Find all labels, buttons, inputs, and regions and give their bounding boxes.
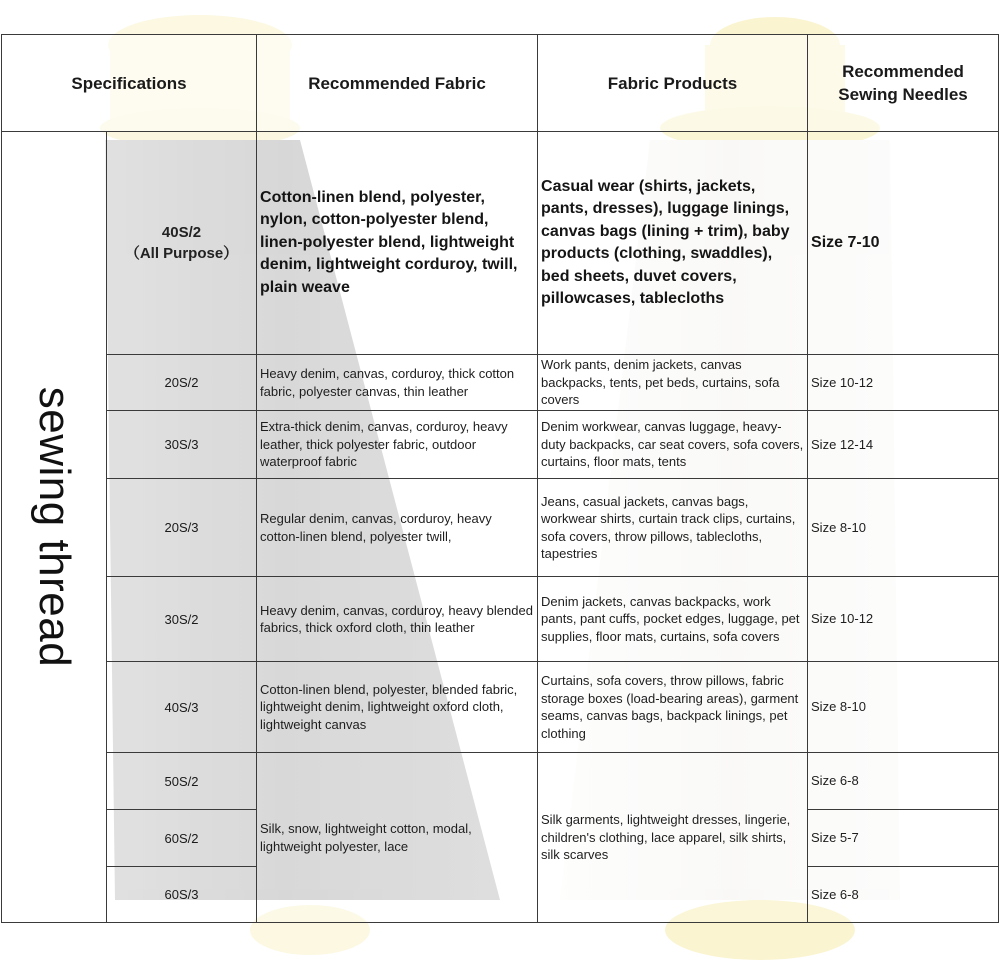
table-row (2, 355, 999, 411)
spec-cell: 40S/3 (107, 662, 257, 753)
fabric-cell: Extra-thick denim, canvas, corduroy, heavy leather, thick polyester fabric, outdoor waterproof fabric (257, 411, 538, 479)
needle-cell: Size 8-10 (808, 662, 999, 753)
fabric-cell: Cotton-linen blend, polyester, blended fabric, lightweight denim, lightweight oxford cloth, lightweight canvas (257, 662, 538, 753)
category-label: sewing thread (30, 386, 79, 668)
table-row (2, 132, 999, 355)
fabric-cell: Regular denim, canvas, corduroy, heavy cotton-linen blend, polyester twill, (257, 479, 538, 577)
spec-cell: 30S/3 (107, 411, 257, 479)
header-recommended-needles (808, 35, 999, 132)
products-cell: Jeans, casual jackets, canvas bags, workwear shirts, curtain track clips, curtains, sofa covers, throw pillows, tablecloths, tapestries (538, 479, 808, 577)
products-cell: Denim jackets, canvas backpacks, work pants, pant cuffs, pocket edges, luggage, pet supplies, floor mats, curtains, sofa covers (538, 577, 808, 662)
spec-cell: 20S/3 (107, 479, 257, 577)
needle-cell: Size 5-7 (808, 810, 999, 867)
products-cell: Casual wear (shirts, jackets, pants, dresses), luggage linings, canvas bags (lining + trim), baby products (clothing, swaddles), bed sheets, duvet covers, pillowcases, tablecloths (538, 132, 808, 355)
products-cell: Curtains, sofa covers, throw pillows, fabric storage boxes (load-bearing areas), garment seams, canvas bags, backpack linings, pet clothing (538, 662, 808, 753)
products-cell: Denim workwear, canvas luggage, heavy-duty backpacks, car seat covers, sofa covers, curtains, floor mats, tents (538, 411, 808, 479)
needle-cell: Size 10-12 (808, 577, 999, 662)
table-row (2, 662, 999, 753)
needle-cell: Size 6-8 (808, 753, 999, 810)
spec-subtitle: （All Purpose） (124, 245, 239, 262)
header-row (2, 35, 999, 132)
products-cell: Silk garments, lightweight dresses, lingerie, children's clothing, lace apparel, silk shirts, silk scarves (538, 753, 808, 923)
needle-cell: Size 8-10 (808, 479, 999, 577)
spec-cell: 60S/2 (107, 810, 257, 867)
category-label-cell (2, 132, 107, 923)
header-fabric-products: Fabric Products (538, 35, 808, 132)
products-cell: Work pants, denim jackets, canvas backpacks, tents, pet beds, curtains, sofa covers (538, 355, 808, 411)
needle-cell: Size 6-8 (808, 867, 999, 923)
spec-cell: 30S/2 (107, 577, 257, 662)
needle-cell: Size 12-14 (808, 411, 999, 479)
needle-cell: Size 7-10 (808, 132, 999, 355)
table-row (2, 577, 999, 662)
fabric-cell: Heavy denim, canvas, corduroy, heavy blended fabrics, thick oxford cloth, thin leather (257, 577, 538, 662)
table-row (2, 753, 999, 810)
needle-cell: Size 10-12 (808, 355, 999, 411)
spec-cell: 60S/3 (107, 867, 257, 923)
sewing-thread-spec-table (1, 34, 999, 923)
header-recommended-fabric: Recommended Fabric (257, 35, 538, 132)
spec-cell: 20S/2 (107, 355, 257, 411)
header-needles-label: Recommended Sewing Needles (838, 62, 968, 104)
table-row (2, 479, 999, 577)
fabric-cell: Silk, snow, lightweight cotton, modal, lightweight polyester, lace (257, 753, 538, 923)
fabric-cell: Heavy denim, canvas, corduroy, thick cotton fabric, polyester canvas, thin leather (257, 355, 538, 411)
fabric-cell: Cotton-linen blend, polyester, nylon, cotton-polyester blend, linen-polyester blend, lightweight denim, lightweight corduroy, twill, plain weave (257, 132, 538, 355)
header-specifications: Specifications (2, 35, 257, 132)
table-row (2, 411, 999, 479)
spec-cell: 50S/2 (107, 753, 257, 810)
spec-cell (107, 132, 257, 355)
spec-value: 40S/2 (161, 224, 202, 241)
